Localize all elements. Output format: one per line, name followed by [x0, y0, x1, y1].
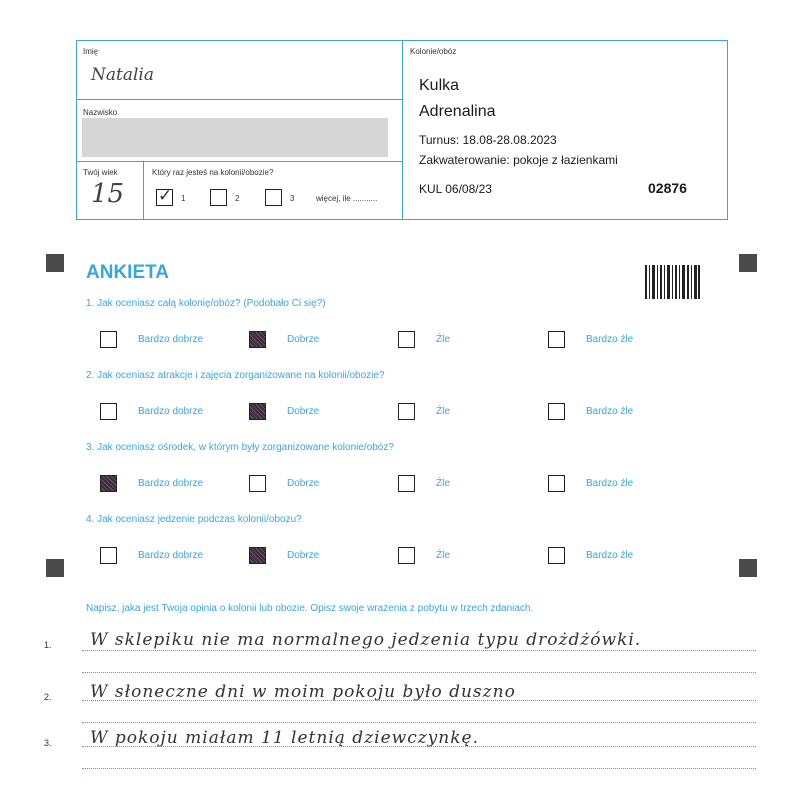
question-3-text: 3. Jak oceniasz ośrodek, w którym były zorganizowane kolonie/obóz?: [86, 442, 394, 453]
question-4-checkbox-3[interactable]: [398, 547, 415, 564]
registration-mark: [739, 559, 757, 577]
question-3-option-label: Bardzo dobrze: [138, 478, 204, 489]
writing-line: [82, 700, 756, 701]
question-1-option-label: Źle: [436, 334, 450, 345]
times-label: Który raz jesteś na kolonii/obozie?: [152, 168, 274, 177]
header-divider: [77, 161, 402, 162]
times-checkbox-3[interactable]: [265, 189, 282, 206]
form-number: 02876: [648, 180, 687, 196]
writing-line: [82, 722, 756, 723]
question-4-checkbox-2[interactable]: [249, 547, 266, 564]
times-option-more: więcej, ile ...........: [316, 194, 378, 203]
age-value[interactable]: 15: [91, 179, 125, 209]
first-name-label: Imię: [83, 47, 99, 56]
last-name-redacted: [82, 118, 388, 157]
question-3-checkbox-4[interactable]: [548, 475, 565, 492]
question-4-text: 4. Jak oceniasz jedzenie podczas kolonii/obozu?: [86, 514, 302, 525]
question-1-text: 1. Jak oceniasz całą kolonię/obóz? (Podobało Ci się?): [86, 298, 326, 309]
opinion-line-text[interactable]: W pokoju miałam 11 letnią dziewczynkę.: [90, 728, 479, 748]
question-1-option-label: Dobrze: [287, 334, 320, 345]
question-4-checkbox-4[interactable]: [548, 547, 565, 564]
opinion-line-text[interactable]: W sklepiku nie ma normalnego jedzenia typu drożdżówki.: [90, 630, 642, 650]
question-2-checkbox-4[interactable]: [548, 403, 565, 420]
camp-name-2: Adrenalina: [419, 103, 496, 120]
writing-line: [82, 672, 756, 673]
question-2-text: 2. Jak oceniasz atrakcje i zajęcia zorganizowane na kolonii/obozie?: [86, 370, 385, 381]
registration-mark: [46, 254, 64, 272]
question-4-option-label: Bardzo dobrze: [138, 550, 204, 561]
writing-line: [82, 650, 756, 651]
question-4-option-label: Bardzo źle: [586, 550, 634, 561]
accommodation-label: Zakwaterowanie:: [419, 153, 510, 167]
accommodation-row: [419, 153, 618, 167]
header-divider: [77, 99, 402, 100]
question-1-checkbox-1[interactable]: [100, 331, 117, 348]
turnus-label: Turnus:: [419, 133, 460, 147]
turnus-row: [419, 133, 557, 147]
times-checkbox-2[interactable]: [210, 189, 227, 206]
barcode: [645, 265, 700, 299]
opinion-prompt: Napisz, jaka jest Twoja opinia o kolonii lub obozie. Opisz swoje wrażenia z pobytu w trzech zdaniach.: [86, 603, 534, 614]
age-label: Twój wiek: [83, 168, 118, 177]
question-3-option-label: Dobrze: [287, 478, 320, 489]
accommodation-value: pokoje z łazienkami: [513, 153, 618, 167]
question-3-option-label: Bardzo źle: [586, 478, 634, 489]
question-2-option-label: Bardzo dobrze: [138, 406, 204, 417]
times-option-2: 2: [235, 194, 240, 203]
question-1-option-label: Bardzo dobrze: [138, 334, 204, 345]
survey-title: ANKIETA: [86, 262, 170, 283]
question-1-checkbox-4[interactable]: [548, 331, 565, 348]
times-checkbox-1[interactable]: [156, 189, 173, 206]
first-name-value[interactable]: Natalia: [91, 65, 154, 85]
opinion-line-number: 2.: [44, 692, 52, 702]
header-divider: [402, 41, 403, 220]
header-form: [76, 40, 728, 220]
question-4-checkbox-1[interactable]: [100, 547, 117, 564]
question-4-option-label: Dobrze: [287, 550, 320, 561]
question-1-option-label: Bardzo źle: [586, 334, 634, 345]
question-3-checkbox-2[interactable]: [249, 475, 266, 492]
opinion-line-text[interactable]: W słoneczne dni w moim pokoju było duszno: [90, 682, 516, 702]
header-divider: [143, 161, 144, 220]
camp-code: KUL 06/08/23: [419, 182, 492, 196]
times-option-1: 1: [181, 194, 186, 203]
camp-label: Kolonie/obóz: [410, 47, 457, 56]
opinion-line-number: 1.: [44, 640, 52, 650]
opinion-line-number: 3.: [44, 738, 52, 748]
question-2-checkbox-2[interactable]: [249, 403, 266, 420]
question-2-checkbox-3[interactable]: [398, 403, 415, 420]
last-name-label: Nazwisko: [83, 108, 118, 117]
registration-mark: [46, 559, 64, 577]
writing-line: [82, 768, 756, 769]
question-3-checkbox-3[interactable]: [398, 475, 415, 492]
times-option-3: 3: [290, 194, 295, 203]
registration-mark: [739, 254, 757, 272]
question-1-checkbox-2[interactable]: [249, 331, 266, 348]
question-2-checkbox-1[interactable]: [100, 403, 117, 420]
camp-name-1: Kulka: [419, 77, 460, 94]
question-4-option-label: Źle: [436, 550, 450, 561]
question-3-option-label: Źle: [436, 478, 450, 489]
question-2-option-label: Bardzo źle: [586, 406, 634, 417]
question-2-option-label: Źle: [436, 406, 450, 417]
question-2-option-label: Dobrze: [287, 406, 320, 417]
writing-line: [82, 746, 756, 747]
turnus-value: 18.08-28.08.2023: [462, 133, 557, 147]
question-3-checkbox-1[interactable]: [100, 475, 117, 492]
question-1-checkbox-3[interactable]: [398, 331, 415, 348]
